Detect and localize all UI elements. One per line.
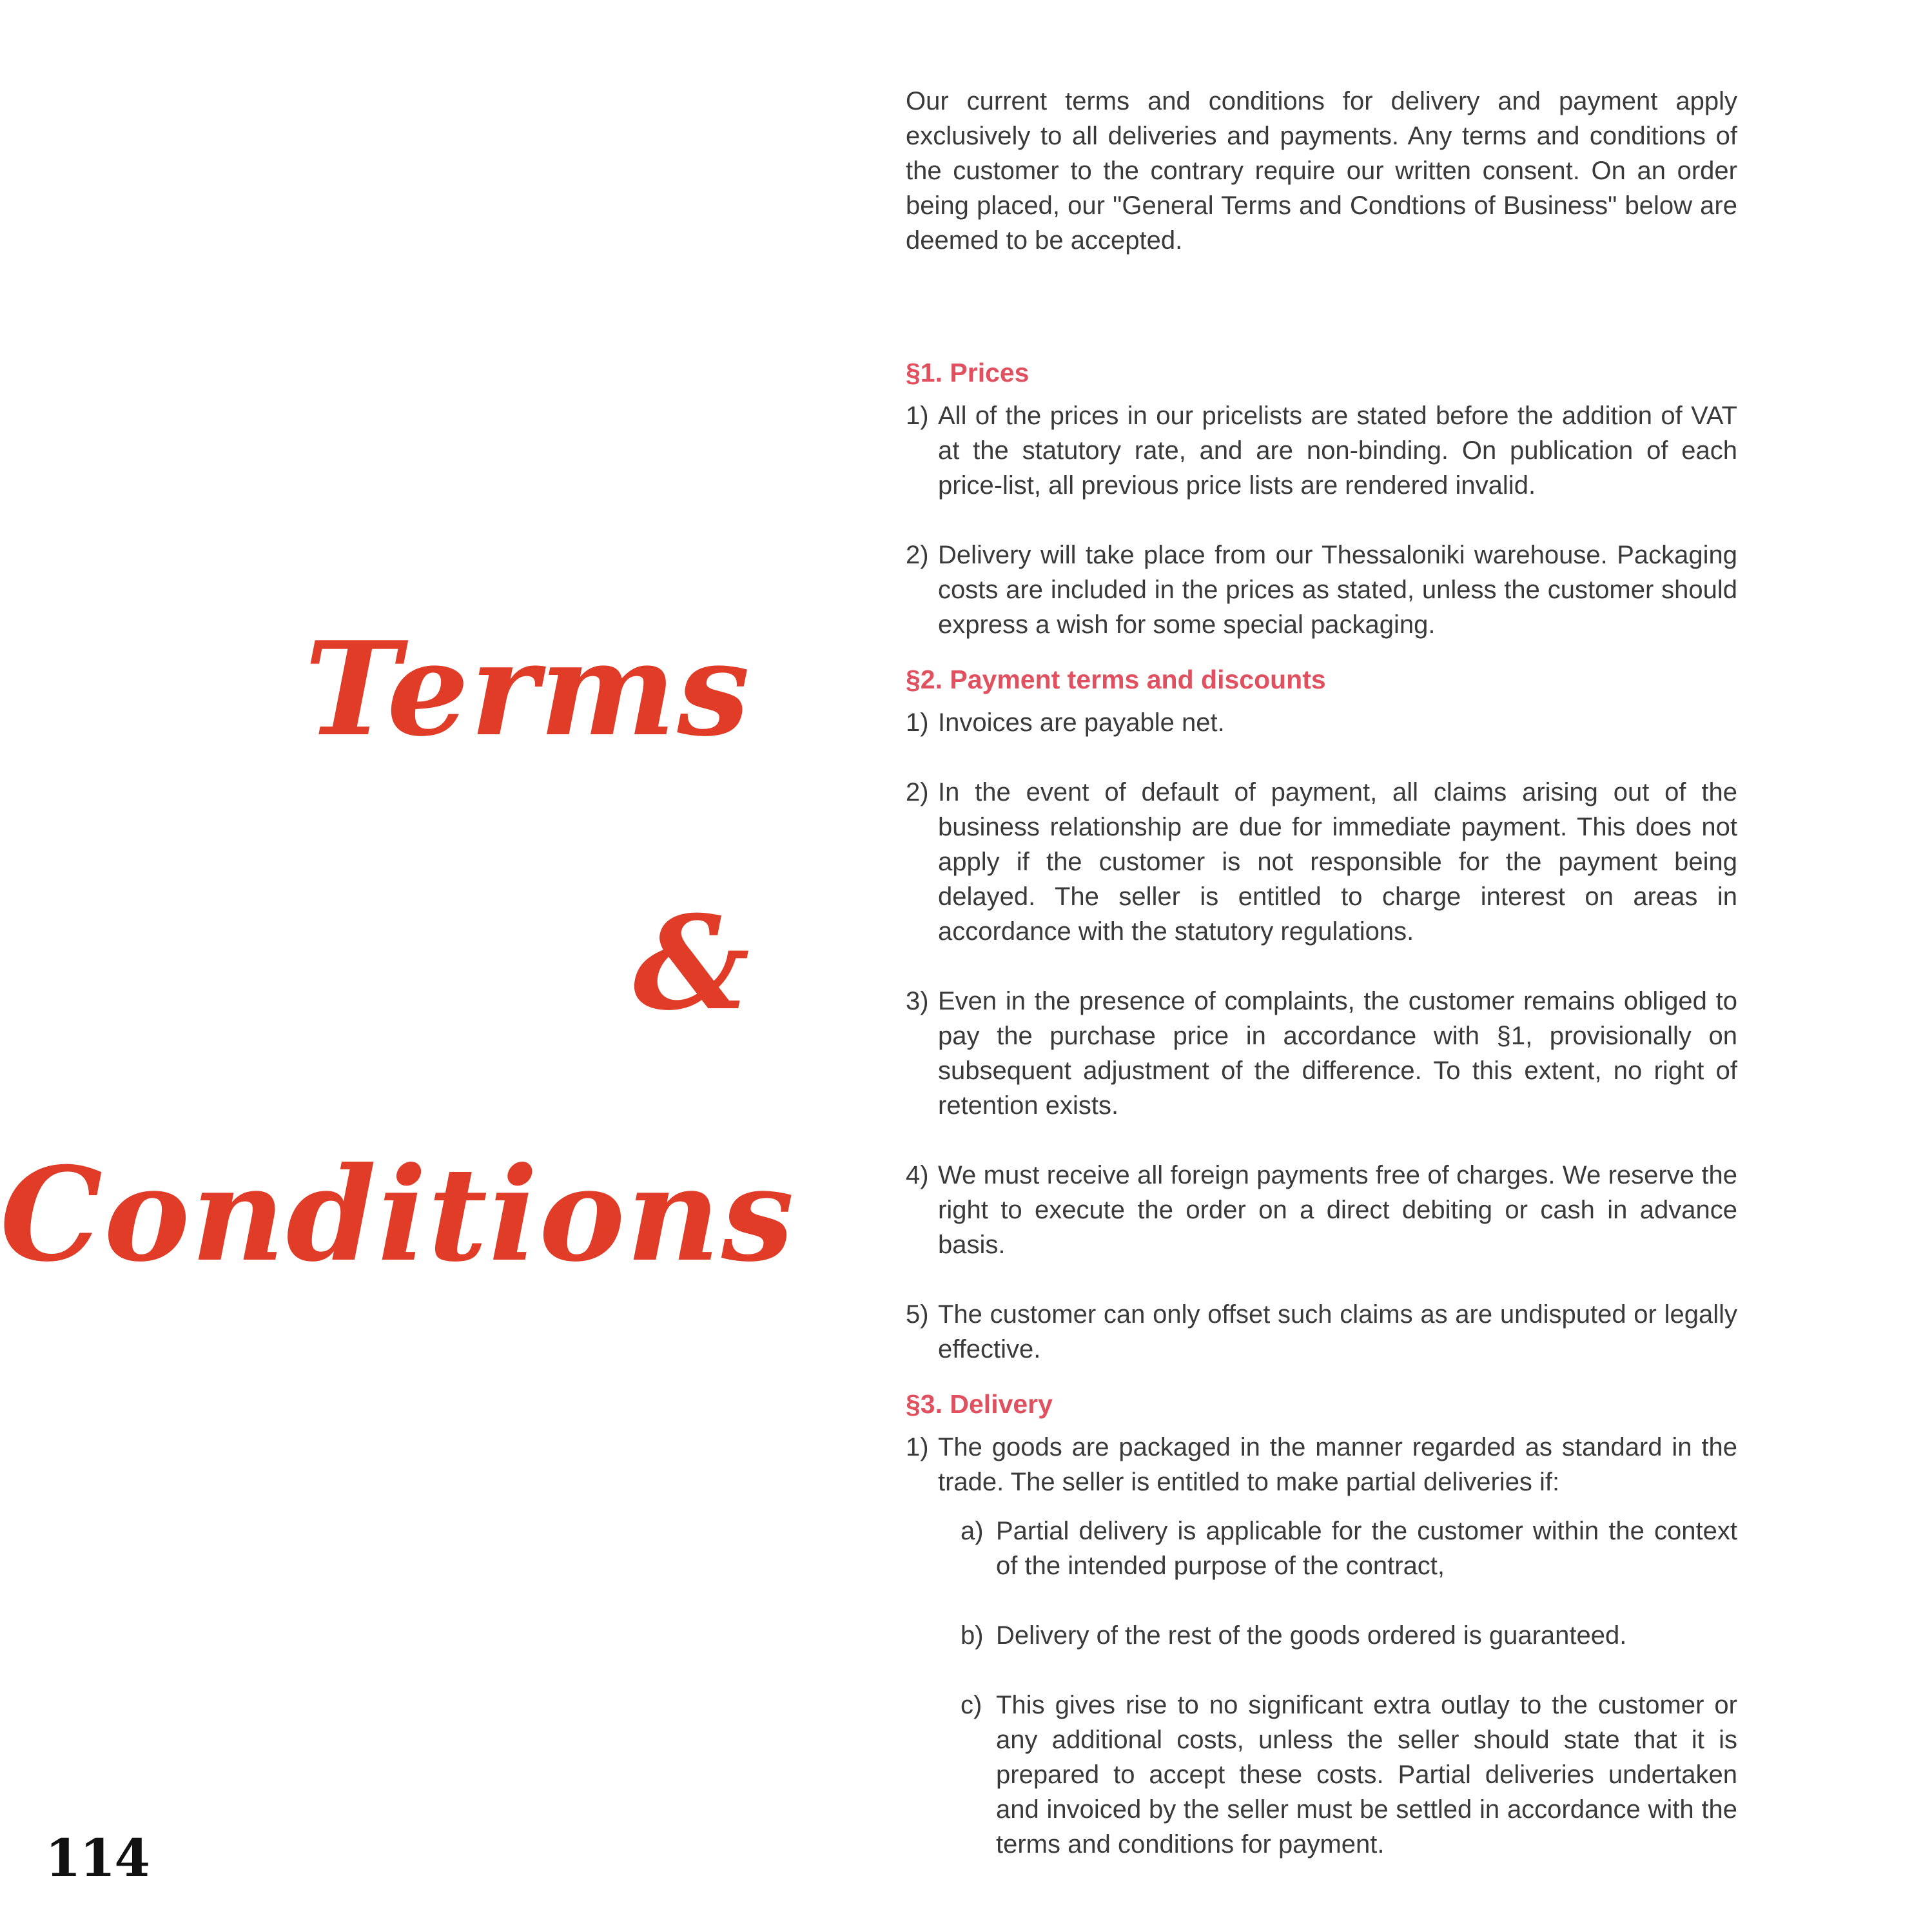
terms-content [906,84,1737,1897]
section-heading: §2. Payment terms and discounts [906,665,1326,694]
item-text: Invoices are payable net. [938,708,1225,737]
section-delivery [906,1386,1737,1862]
intro-paragraph: Our current terms and conditions for delivery and payment apply exclusively to all deliveries and payments. Any terms and conditions of the customer to the contrary require our written consent. On an order being placed, our "General Terms and Condtions of Business" below are deemed to be accepted. [906,87,1737,255]
item-number: 5) [906,1300,929,1329]
section-heading: §1. Prices [906,358,1029,387]
sub-list-item [906,1688,1737,1862]
page-number: 114 [45,1828,149,1888]
sub-list [906,1514,1737,1862]
section-prices [906,355,1737,642]
list-item [906,705,1737,740]
title-conditions: Conditions [0,1139,795,1291]
item-text: The customer can only offset such claims as are undisputed or legally effective. [938,1300,1737,1363]
sub-item-text: Delivery of the rest of the goods ordered is guaranteed. [996,1621,1627,1650]
item-text: The goods are packaged in the manner regarded as standard in the trade. The seller is entitled to make partial deliveries if: [938,1433,1737,1496]
title-terms: Terms [304,614,751,765]
sub-item-letter: a) [961,1517,984,1545]
title-ampersand: & [633,888,751,1039]
item-number: 2) [906,778,929,806]
sub-list-item [906,1514,1737,1583]
item-number: 1) [906,708,929,737]
list-item [906,398,1737,503]
sub-item-text: Partial delivery is applicable for the customer within the context of the intended purpose of the contract, [996,1517,1737,1580]
sub-item-letter: b) [961,1621,984,1650]
item-text: Delivery will take place from our Thessaloniki warehouse. Packaging costs are included in the prices as stated, unless the customer should express a wish for some special packaging. [938,541,1737,639]
item-number: 2) [906,541,929,569]
item-text: In the event of default of payment, all claims arising out of the business relationship are due for immediate payment. This does not apply if the customer is not responsible for the payment being delayed. The seller is entitled to charge interest on areas in accordance with the statutory regulations. [938,778,1737,946]
list-item [906,984,1737,1123]
sub-item-text: This gives rise to no significant extra outlay to the customer or any additional costs, unless the seller should state that it is prepared to accept these costs. Partial deliveries undertaken and invoiced by the seller must be settled in accordance with the terms and conditions for payment. [996,1691,1737,1859]
sub-item-letter: c) [961,1691,982,1719]
list-item [906,538,1737,642]
item-number: 1) [906,402,929,430]
list-item [906,1430,1737,1499]
item-number: 3) [906,987,929,1015]
item-text: We must receive all foreign payments free of charges. We reserve the right to execute the order on a direct debiting or cash in advance basis. [938,1161,1737,1259]
item-number: 4) [906,1161,929,1189]
section-payment-terms [906,661,1737,1367]
list-item [906,775,1737,949]
item-text: Even in the presence of complaints, the customer remains obliged to pay the purchase price in accordance with §1, provisionally on subsequent adjustment of the difference. To this extent, no right of retention exists. [938,987,1737,1120]
list-item [906,1158,1737,1262]
item-text: All of the prices in our pricelists are stated before the addition of VAT at the statutory rate, and are non-binding. On publication of each price-list, all previous price lists are rendered invalid. [938,402,1737,500]
sub-list-item [906,1618,1737,1653]
list-item [906,1297,1737,1367]
item-number: 1) [906,1433,929,1461]
section-heading: §3. Delivery [906,1389,1053,1419]
